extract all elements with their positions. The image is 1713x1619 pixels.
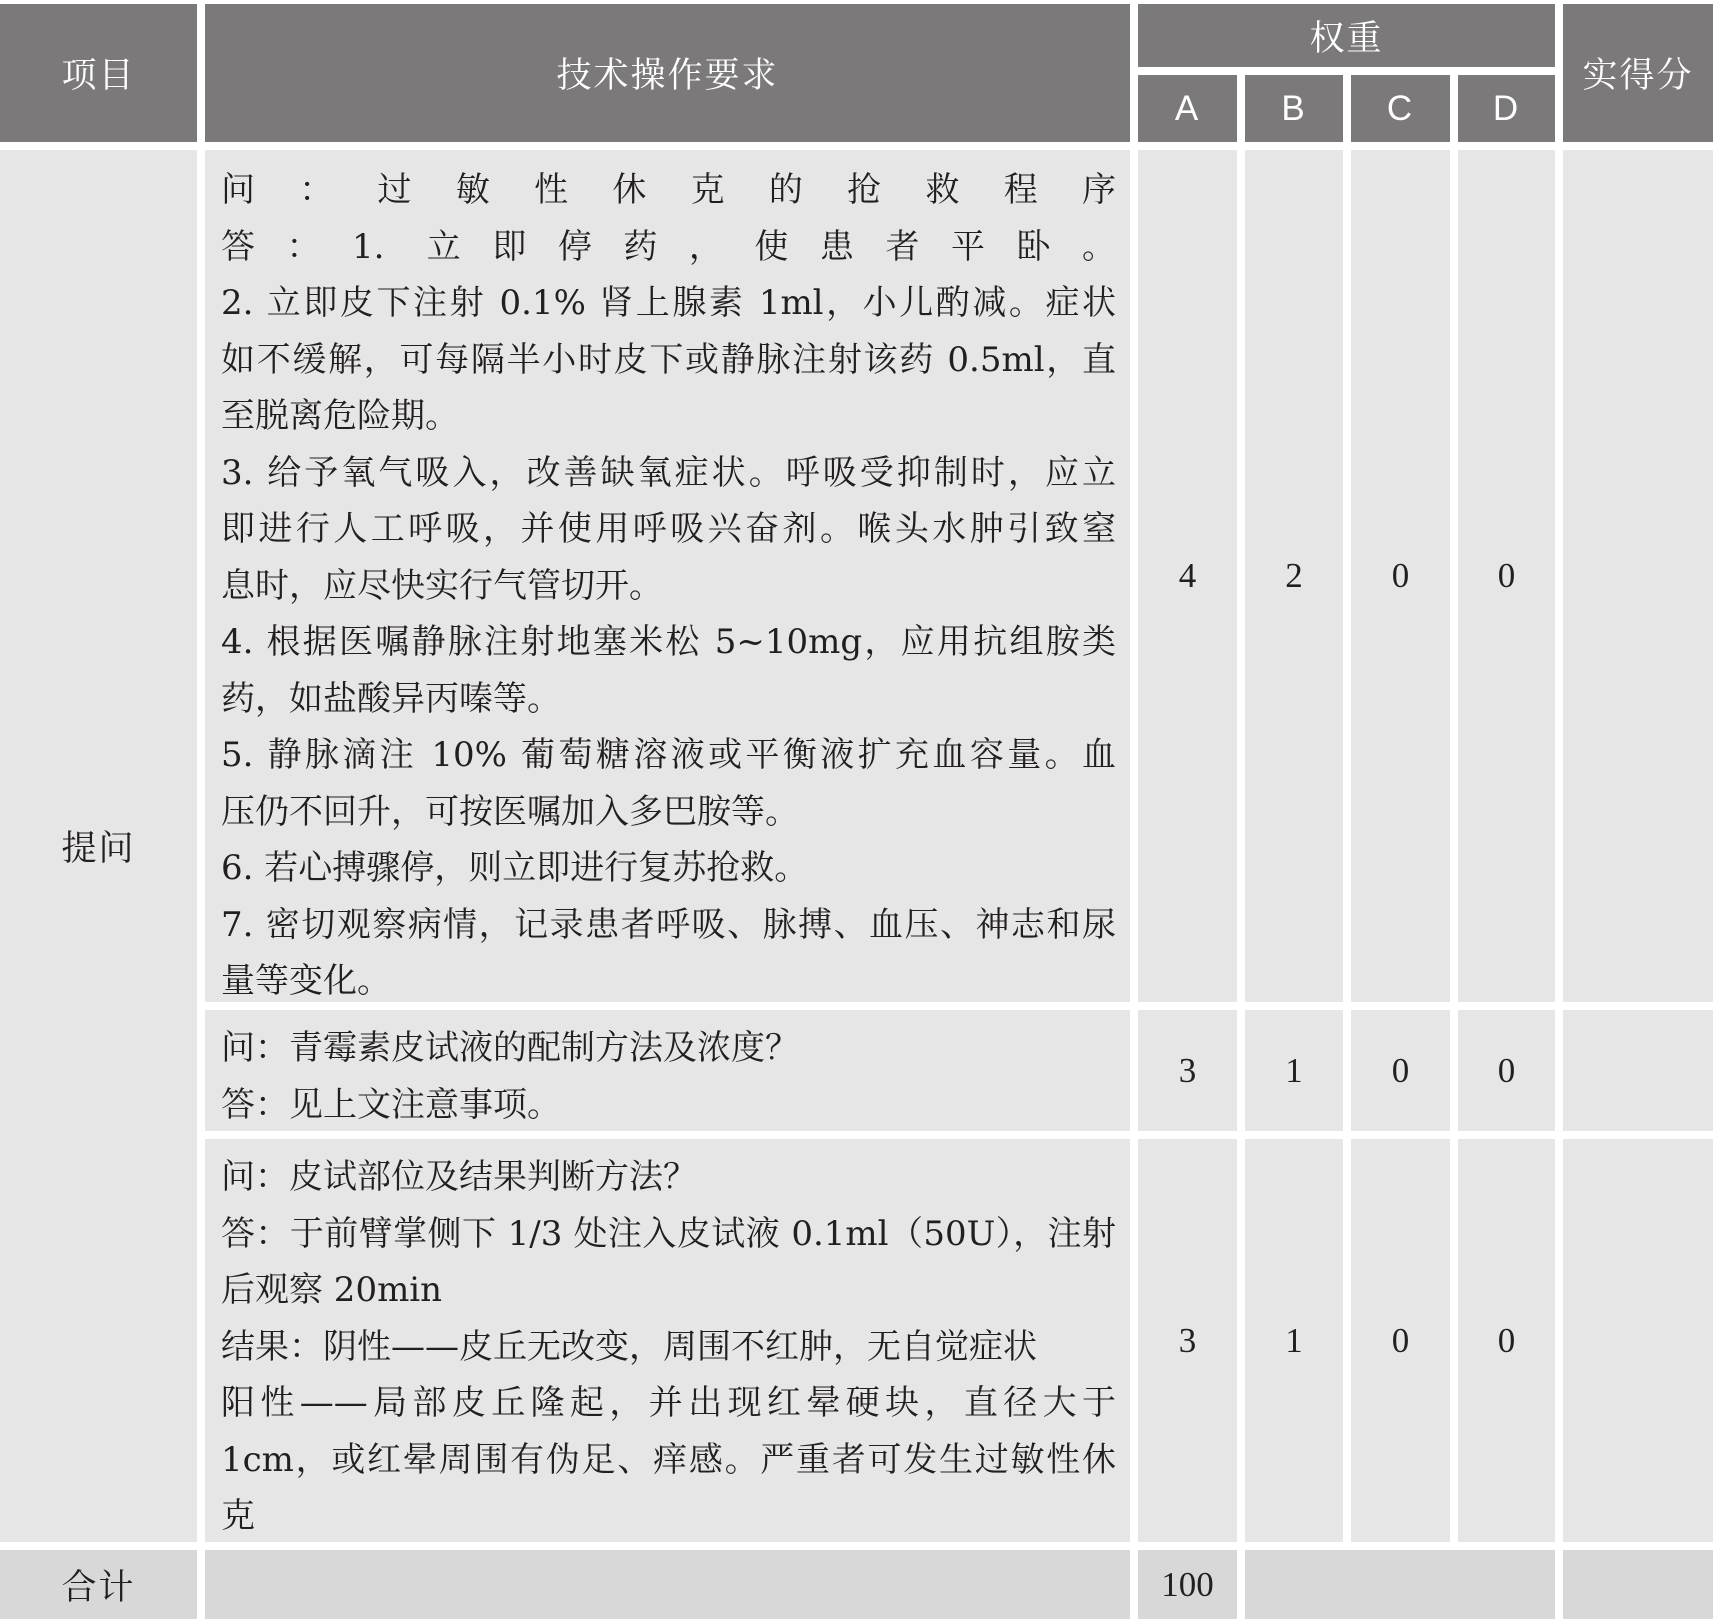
requirement-line: 2. 立即皮下注射 0.1% 肾上腺素 1ml，小儿酌减。症状	[221, 283, 1116, 323]
requirement-line: 问：皮试部位及结果判断方法？	[221, 1157, 697, 1197]
requirement-line: 3. 给予氧气吸入，改善缺氧症状。呼吸受抑制时，应立	[221, 452, 1116, 493]
header-grade-c: C	[1351, 75, 1450, 142]
requirement-line: 4. 根据医嘱静脉注射地塞米松 5~10mg，应用抗组胺类	[221, 622, 1116, 662]
weight-d: 0	[1458, 1010, 1555, 1131]
requirement-cell	[205, 1010, 1130, 1131]
total-empty	[1245, 1550, 1555, 1619]
weight-b: 1	[1245, 1139, 1343, 1542]
header-item: 项目	[0, 4, 197, 142]
total-requirement	[205, 1550, 1130, 1619]
header-requirement: 技术操作要求	[205, 4, 1130, 142]
requirement-line: 如不缓解，可每隔半小时皮下或静脉注射该药 0.5ml，直	[221, 339, 1116, 380]
total-label: 合计	[0, 1550, 197, 1619]
requirement-line: 6. 若心搏骤停，则立即进行复苏抢救。	[221, 848, 809, 888]
requirement-line: 阳性——局部皮丘隆起，并出现红晕硬块，直径大于	[221, 1383, 1116, 1423]
requirement-line: 答：见上文注意事项。	[221, 1084, 561, 1125]
requirement-line: 7. 密切观察病情，记录患者呼吸、脉搏、血压、神志和尿	[221, 904, 1116, 945]
requirement-line: 1cm，或红晕周围有伪足、痒感。严重者可发生过敏性休	[221, 1439, 1116, 1480]
requirement-line: 即进行人工呼吸，并使用呼吸兴奋剂。喉头水肿引致窒	[221, 509, 1116, 549]
header-weight: 权重	[1138, 4, 1555, 67]
weight-c: 0	[1351, 1139, 1450, 1542]
header-grade-a: A	[1138, 75, 1237, 142]
requirement-line: 答：1. 立即停药，使患者平卧。	[221, 226, 1116, 267]
requirement-cell	[205, 150, 1130, 1002]
requirement-line: 药，如盐酸异丙嗪等。	[221, 678, 561, 719]
requirement-line: 答：于前臂掌侧下 1/3 处注入皮试液 0.1ml（50U），注射	[221, 1213, 1116, 1254]
requirement-line: 至脱离危险期。	[221, 396, 459, 436]
weight-b: 1	[1245, 1010, 1343, 1131]
header-grade-d: D	[1458, 75, 1555, 142]
total-value: 100	[1138, 1550, 1237, 1619]
requirement-line: 5. 静脉滴注 10% 葡萄糖溶液或平衡液扩充血容量。血	[221, 735, 1116, 775]
weight-c: 0	[1351, 150, 1450, 1002]
header-grade-b: B	[1245, 75, 1343, 142]
requirement-line: 克	[221, 1496, 255, 1536]
weight-d: 0	[1458, 1139, 1555, 1542]
requirement-line: 后观察 20min	[221, 1270, 443, 1310]
requirement-line: 压仍不回升，可按医嘱加入多巴胺等。	[221, 791, 799, 832]
total-score	[1563, 1550, 1713, 1619]
score-cell	[1563, 1010, 1713, 1131]
score-cell	[1563, 1139, 1713, 1542]
header-score: 实得分	[1563, 4, 1713, 142]
weight-d: 0	[1458, 150, 1555, 1002]
requirement-line: 结果：阴性——皮丘无改变，周围不红肿，无自觉症状	[221, 1326, 1037, 1367]
weight-a: 3	[1138, 1010, 1237, 1131]
weight-a: 3	[1138, 1139, 1237, 1542]
requirement-cell	[205, 1139, 1130, 1542]
requirement-line: 问：青霉素皮试液的配制方法及浓度？	[221, 1028, 799, 1068]
weight-c: 0	[1351, 1010, 1450, 1131]
section-label: 提问	[0, 150, 197, 1542]
requirement-line: 息时，应尽快实行气管切开。	[221, 565, 663, 606]
requirement-line: 量等变化。	[221, 961, 391, 1001]
score-cell	[1563, 150, 1713, 1002]
requirement-line: 问：过敏性休克的抢救程序	[221, 170, 1116, 210]
weight-b: 2	[1245, 150, 1343, 1002]
weight-a: 4	[1138, 150, 1237, 1002]
